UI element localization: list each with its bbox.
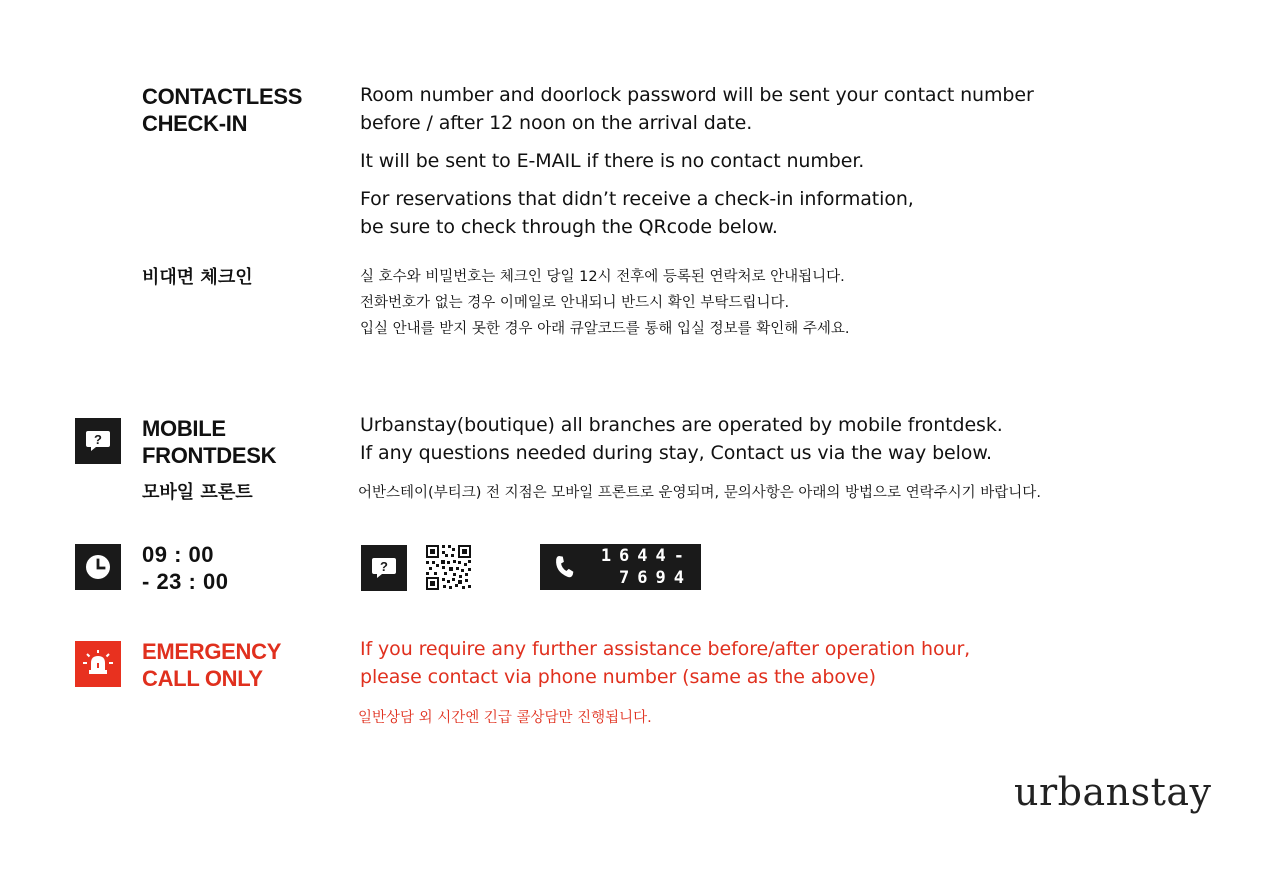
frontdesk-heading: MOBILE FRONTDESK bbox=[142, 416, 277, 468]
operating-hours: 09 : 00 - 23 : 00 bbox=[142, 542, 229, 594]
emergency-heading: EMERGENCY CALL ONLY bbox=[142, 639, 282, 691]
phone-contact[interactable] bbox=[540, 544, 701, 590]
qr-code-icon[interactable] bbox=[425, 544, 472, 591]
checkin-heading-ko: 비대면 체크인 bbox=[142, 267, 253, 288]
urbanstay-logo: urbanstay bbox=[1014, 770, 1212, 814]
svg-text:?: ? bbox=[380, 559, 388, 574]
checkin-text-ko: 실 호수와 비밀번호는 체크인 당일 12시 전후에 등록된 연락처로 안내됩니다. 전화번호가 없는 경우 이메일로 안내되니 반드시 확인 부탁드립니다. 입실 안내를 받지 못한 경우 아래 큐알코드를 통해 입실 정보를 확인해 주세요. bbox=[360, 269, 850, 337]
emergency-text: If you require any further assistance before/after operation hour, please contact via phone number (same as the above) bbox=[360, 638, 971, 688]
phone-icon bbox=[552, 555, 576, 579]
svg-text:?: ? bbox=[94, 432, 102, 447]
chat-question-icon bbox=[75, 418, 121, 464]
emergency-text-ko: 일반상담 외 시간엔 긴급 콜상담만 진행됩니다. bbox=[358, 710, 652, 726]
checkin-paragraph-2: It will be sent to E-MAIL if there is no contact number. bbox=[360, 150, 865, 172]
frontdesk-heading-ko: 모바일 프론트 bbox=[142, 482, 253, 503]
checkin-paragraph-3: For reservations that didn’t receive a check-in information, be sure to check through the QRcode below. bbox=[360, 188, 914, 238]
phone-number: 1644- 7694 bbox=[600, 546, 692, 588]
checkin-paragraph-1: Room number and doorlock password will be sent your contact number before / after 12 noon on the arrival date. bbox=[360, 84, 1034, 134]
checkin-heading: CONTACTLESS CHECK-IN bbox=[142, 84, 303, 136]
siren-icon bbox=[75, 641, 121, 687]
clock-icon bbox=[75, 544, 121, 590]
frontdesk-text: Urbanstay(boutique) all branches are operated by mobile frontdesk. If any questions needed during stay, Contact us via the way below. bbox=[360, 414, 1003, 464]
chat-question-icon[interactable] bbox=[361, 545, 407, 591]
frontdesk-text-ko: 어반스테이(부티크) 전 지점은 모바일 프론트로 운영되며, 문의사항은 아래의 방법으로 연락주시기 바랍니다. bbox=[358, 485, 1041, 501]
